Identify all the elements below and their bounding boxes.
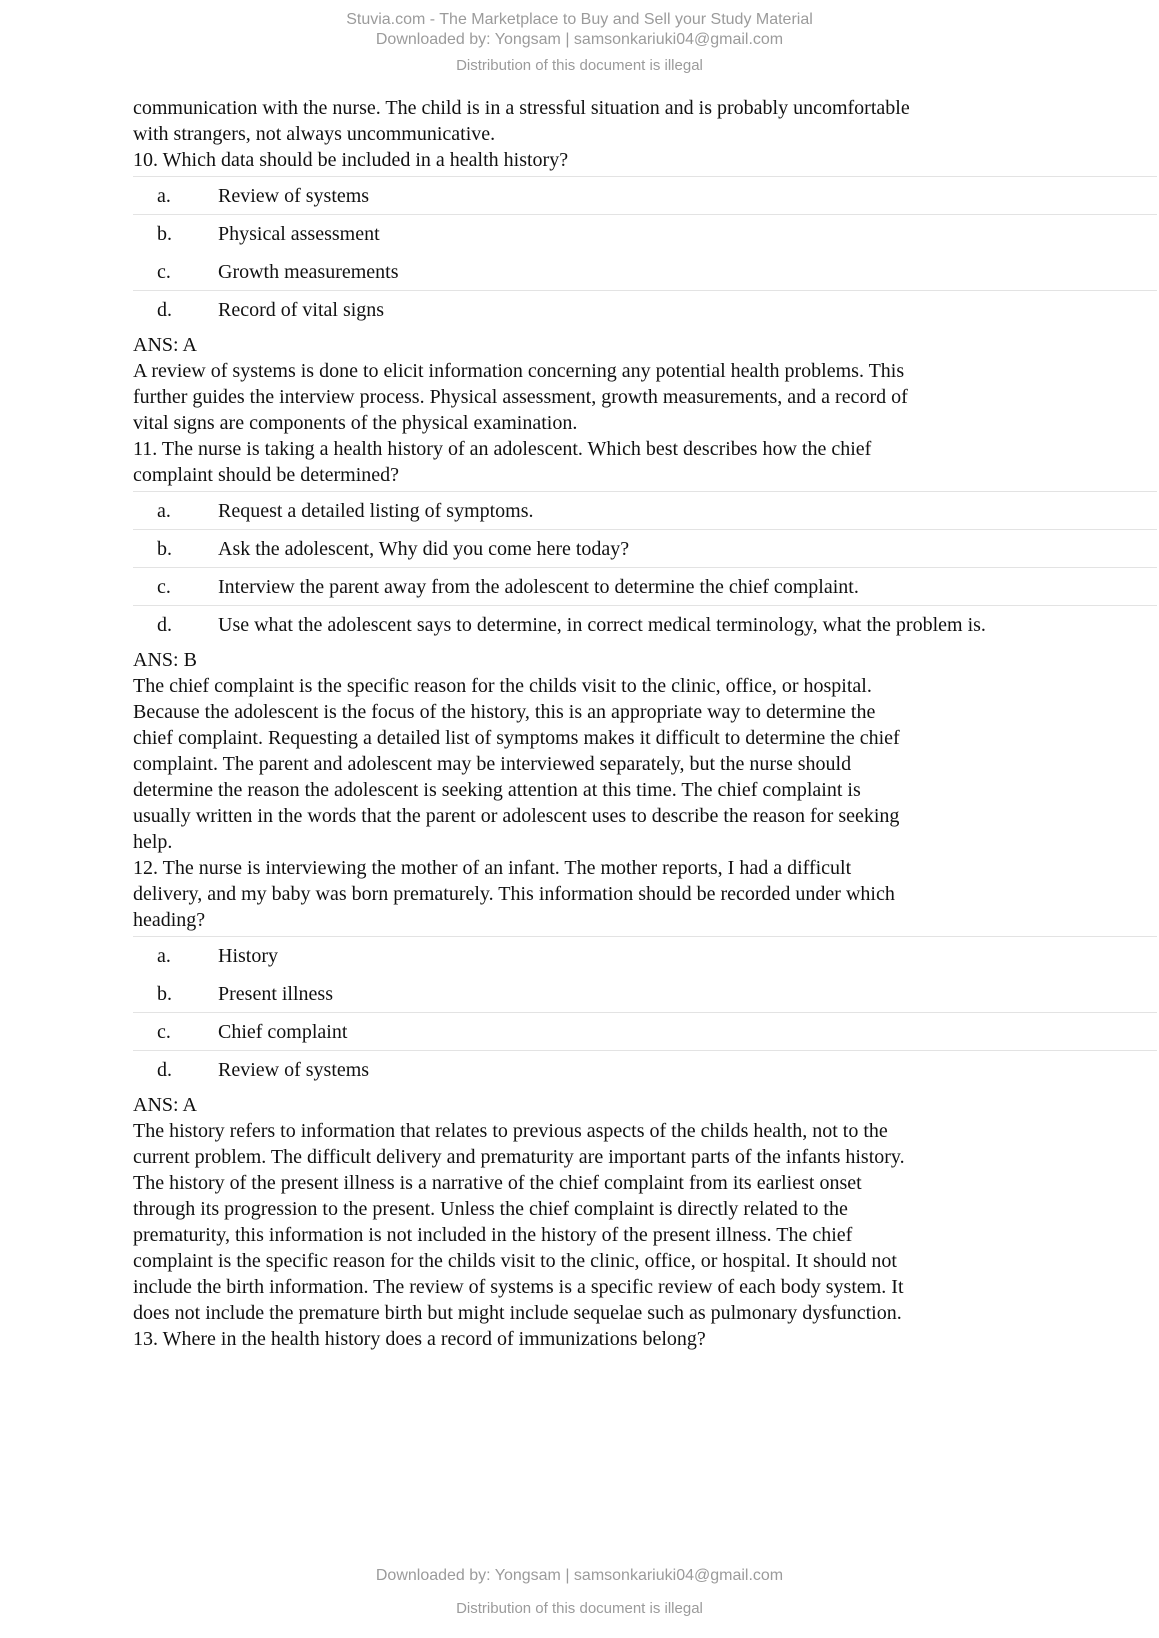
options-table-q11 — [133, 491, 1157, 644]
header-distribution-line: Distribution of this document is illegal — [456, 57, 703, 74]
option-row-q11-a — [133, 492, 1157, 530]
option-text: Request a detailed listing of symptoms. — [218, 499, 534, 522]
option-row-q10-a — [133, 177, 1157, 215]
answer-line-q12: ANS: A — [133, 1094, 197, 1116]
option-text: Review of systems — [218, 1059, 370, 1081]
option-row-q11-d — [133, 606, 1157, 644]
answer-line-q11: ANS: B — [133, 649, 197, 671]
option-text: Present illness — [218, 982, 333, 1005]
option-letter: b. — [157, 537, 172, 560]
option-row-q12-a — [133, 937, 1157, 975]
question-12-text: 12. The nurse is interviewing the mother of an infant. The mother reports, I had a difficult delivery, and my baby was born prematurely. This information should be recorded under which heading? — [133, 857, 895, 931]
option-letter: a. — [157, 945, 171, 967]
option-letter: a. — [157, 184, 171, 207]
footer-distribution-line: Distribution of this document is illegal — [456, 1600, 703, 1617]
question-block-12 — [133, 855, 1157, 1326]
option-text: Record of vital signs — [218, 299, 385, 321]
option-row-q10-d — [133, 291, 1157, 329]
option-row-q12-c — [133, 1013, 1157, 1051]
question-11-text: 11. The nurse is taking a health history of an adolescent. Which best describes how the chief complaint should be determined? — [133, 438, 872, 486]
question-13-text: 13. Where in the health history does a record of immunizations belong? — [133, 1328, 706, 1350]
option-row-q12-d — [133, 1051, 1157, 1089]
options-table-q12 — [133, 936, 1157, 1089]
option-row-q11-c — [133, 568, 1157, 606]
header-downloaded-line: Downloaded by: Yongsam | samsonkariuki04@gmail.com — [375, 31, 784, 48]
footer-downloaded-line: Downloaded by: Yongsam | samsonkariuki04@gmail.com — [375, 1567, 784, 1584]
option-text: Chief complaint — [218, 1020, 348, 1043]
option-row-q11-b — [133, 530, 1157, 568]
page-header — [0, 10, 1159, 76]
option-letter: b. — [157, 223, 172, 245]
option-letter: d. — [157, 1059, 172, 1081]
options-table-q10 — [133, 176, 1157, 329]
option-row-q10-b — [133, 215, 1157, 253]
question-block-11 — [133, 436, 1157, 855]
option-row-q10-c — [133, 253, 1157, 291]
option-letter: c. — [157, 575, 171, 598]
option-text: Physical assessment — [218, 223, 380, 245]
intro-paragraph: communication with the nurse. The child is in a stressful situation and is probably uncomfortable with strangers, not always uncommunicative. — [133, 97, 910, 145]
option-text: Use what the adolescent says to determine, in correct medical terminology, what the problem is. — [218, 614, 986, 636]
question-block-10 — [133, 147, 1157, 436]
option-letter: c. — [157, 260, 171, 283]
option-letter: b. — [157, 982, 172, 1005]
option-text: Review of systems — [218, 184, 370, 207]
rationale-q11: The chief complaint is the specific reason for the childs visit to the clinic, office, or hospital. Because the adolescent is the focus of the history, this is an appropriate way to determine the chief complaint. Requesting a detailed list of symptoms makes it difficult to determine the chief complaint. The parent and adolescent may be interviewed separately, but the nurse should determine the reason the adolescent is seeking attention at this time. The chief complaint is usually written in the words that the parent or adolescent uses to describe the reason for seeking help. — [133, 675, 900, 853]
option-text: Ask the adolescent, Why did you come here today? — [218, 537, 630, 560]
rationale-q12: The history refers to information that relates to previous aspects of the childs health, not to the current problem. The difficult delivery and prematurity are important parts of the infants history. The history of the present illness is a narrative of the chief complaint from its earliest onset through its progression to the present. Unless the chief complaint is directly related to the prematurity, this information is not included in the history of the present illness. The chief complaint is the specific reason for the childs visit to the clinic, office, or hospital. It should not include the birth information. The review of systems is a specific review of each body system. It does not include the premature birth but might include sequelae such as pulmonary dysfunction. — [133, 1120, 905, 1324]
document-body — [133, 95, 1157, 1352]
option-letter: d. — [157, 299, 172, 321]
option-letter: c. — [157, 1020, 171, 1043]
option-row-q12-b — [133, 975, 1157, 1013]
option-letter: a. — [157, 499, 171, 522]
option-text: Growth measurements — [218, 260, 399, 283]
option-text: History — [218, 945, 278, 967]
option-text: Interview the parent away from the adolescent to determine the chief complaint. — [218, 575, 859, 598]
header-marketplace-line: Stuvia.com - The Marketplace to Buy and Sell your Study Material — [346, 11, 813, 28]
option-letter: d. — [157, 614, 172, 636]
question-10-text: 10. Which data should be included in a health history? — [133, 149, 569, 171]
answer-line-q10: ANS: A — [133, 334, 197, 356]
rationale-q10: A review of systems is done to elicit information concerning any potential health problems. This further guides the interview process. Physical assessment, growth measurements, and a record of vital signs are components of the physical examination. — [133, 360, 908, 434]
